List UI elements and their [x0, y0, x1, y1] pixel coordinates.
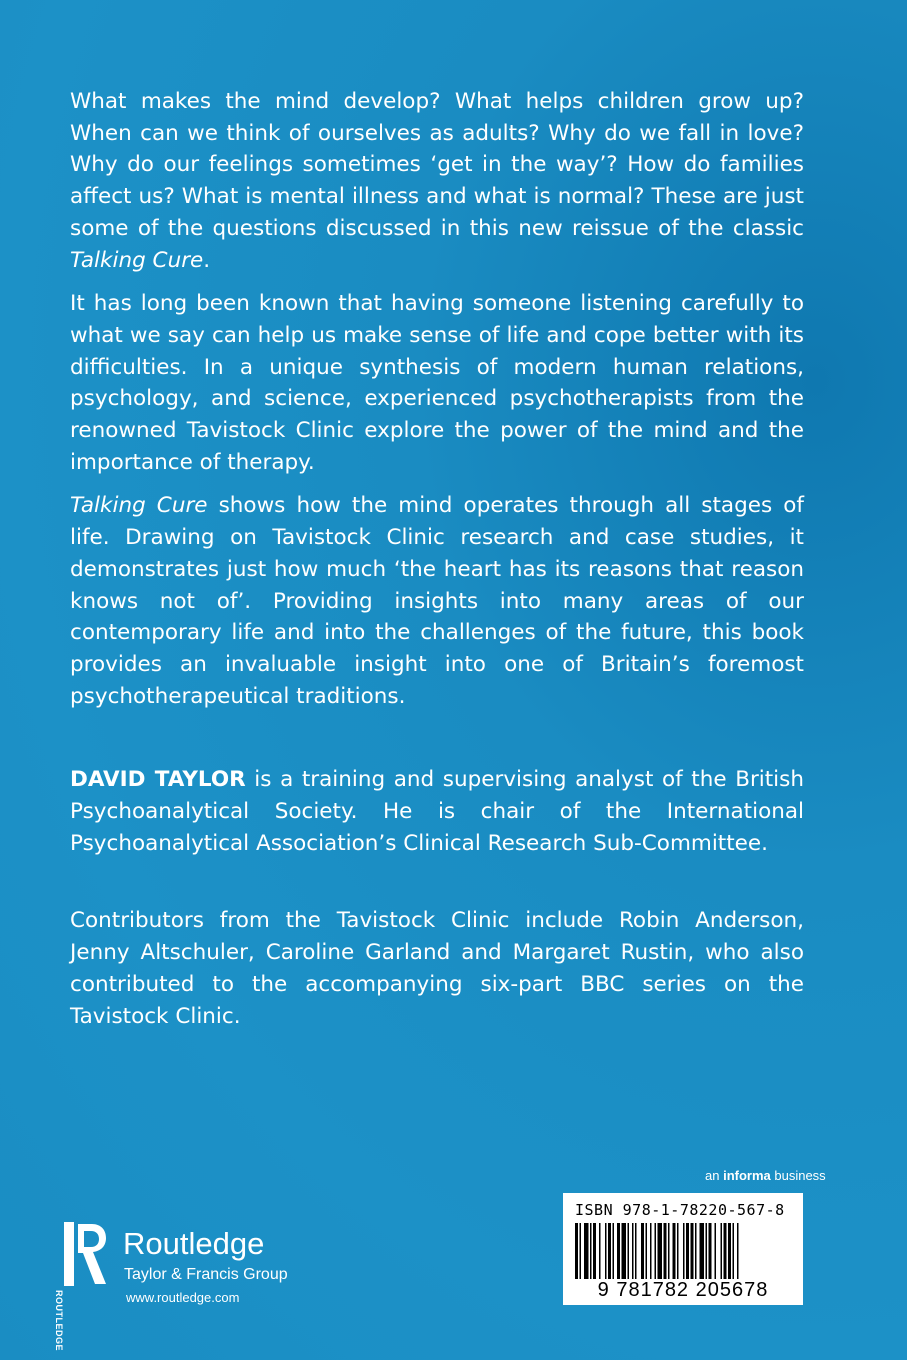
author-bio [70, 764, 804, 859]
barcode-bar [700, 1223, 705, 1279]
publisher-url: www.routledge.com [126, 1290, 240, 1305]
barcode-bars [575, 1223, 791, 1279]
informa-prefix: an [705, 1168, 724, 1183]
barcode-bar [605, 1223, 607, 1279]
routledge-logo-icon [64, 1222, 108, 1286]
routledge-vertical-label: ROUTLEDGE [54, 1290, 64, 1352]
publisher-name: Routledge [123, 1226, 265, 1261]
barcode-bar [646, 1223, 648, 1279]
barcode-bar [691, 1223, 694, 1279]
barcode-bar [599, 1223, 601, 1279]
barcode-bar [721, 1223, 723, 1279]
barcode-bar [628, 1223, 630, 1279]
barcode-bar [709, 1223, 712, 1279]
informa-brand: informa [723, 1168, 771, 1183]
barcode-bar [737, 1223, 739, 1279]
barcode-bar [706, 1223, 708, 1279]
barcode-bar [622, 1223, 627, 1279]
informa-suffix: business [770, 1168, 826, 1183]
barcode-bar [632, 1223, 634, 1279]
book-title-italic: Talking Cure [70, 493, 208, 519]
barcode-bar [617, 1223, 620, 1279]
barcode-bar [664, 1223, 667, 1279]
publisher-group: Taylor & Francis Group [124, 1266, 288, 1283]
barcode-bar [658, 1223, 663, 1279]
barcode-bar [673, 1223, 676, 1279]
back-cover-blurb [70, 86, 804, 1044]
isbn-label: ISBN 978-1-78220-567-8 [575, 1201, 785, 1219]
barcode-bar [686, 1223, 689, 1279]
contributors-paragraph: Contributors from the Tavistock Clinic include Robin Anderson, Jenny Altschuler, Caroline Garland and Margaret Rustin, who also contributed to the accompanying six-part BBC series on the Tavistock Clinic. [70, 908, 804, 1029]
barcode-bar [655, 1223, 657, 1279]
barcode-bar [613, 1223, 615, 1279]
blurb-paragraph-1 [70, 86, 804, 276]
barcode-bar [608, 1223, 611, 1279]
barcode-bar [590, 1223, 592, 1279]
barcode-bar [635, 1223, 637, 1279]
author-name: DAVID TAYLOR [70, 767, 246, 793]
informa-tagline [705, 1168, 826, 1183]
barcode-bar [580, 1223, 582, 1279]
blurb-p3-text: shows how the mind operates through all stages of life. Drawing on Tavistock Clinic research and case studies, it demonstrates just how much ‘the heart has its reasons that reason knows not of’. Providing insights into many areas of our contemporary life and into the challenges of the future, this book provides an invaluable insight into one of Britain’s foremost psychotherapeutical traditions. [70, 493, 804, 709]
barcode-bar [683, 1223, 685, 1279]
barcode-bar [724, 1223, 727, 1279]
blurb-paragraph-2: It has long been known that having someone listening carefully to what we say can help us make sense of life and cope better with its difficulties. In a unique synthesis of modern human relations, psychology, and science, experienced psychotherapists from the renowned Tavistock Clinic explore the power of the mind and the importance of therapy. [70, 291, 804, 475]
blurb-paragraph-3 [70, 490, 804, 712]
barcode-bar [641, 1223, 644, 1279]
barcode-bar [575, 1223, 578, 1279]
barcode-bar [584, 1223, 589, 1279]
book-title-italic: Talking Cure [70, 247, 204, 273]
blurb-p1-text: What makes the mind develop? What helps children grow up? When can we think of ourselves as adults? Why do we fall in love? Why do our feelings sometimes ‘get in the way’? How do families affect us? What is mental illness and what is normal? These are just some of the questions discussed in this new reissue of the classic [70, 89, 804, 241]
blurb-p1-end: . [203, 247, 211, 273]
barcode-bar [677, 1223, 679, 1279]
barcode-bar [668, 1223, 670, 1279]
author-bio-text: is a training and supervising analyst of the British Psychoanalytical Society. He is chair of the International Psychoanalytical Association’s Clinical Research Sub-Committee. [70, 767, 804, 856]
barcode-bar [695, 1223, 697, 1279]
barcode-bar [733, 1223, 735, 1279]
isbn-digits: 9 781782 205678 [597, 1279, 769, 1301]
barcode-bar [593, 1223, 596, 1279]
barcode-bar [650, 1223, 652, 1279]
barcode-bar [715, 1223, 717, 1279]
barcode-bar [728, 1223, 731, 1279]
isbn-barcode [563, 1193, 803, 1305]
